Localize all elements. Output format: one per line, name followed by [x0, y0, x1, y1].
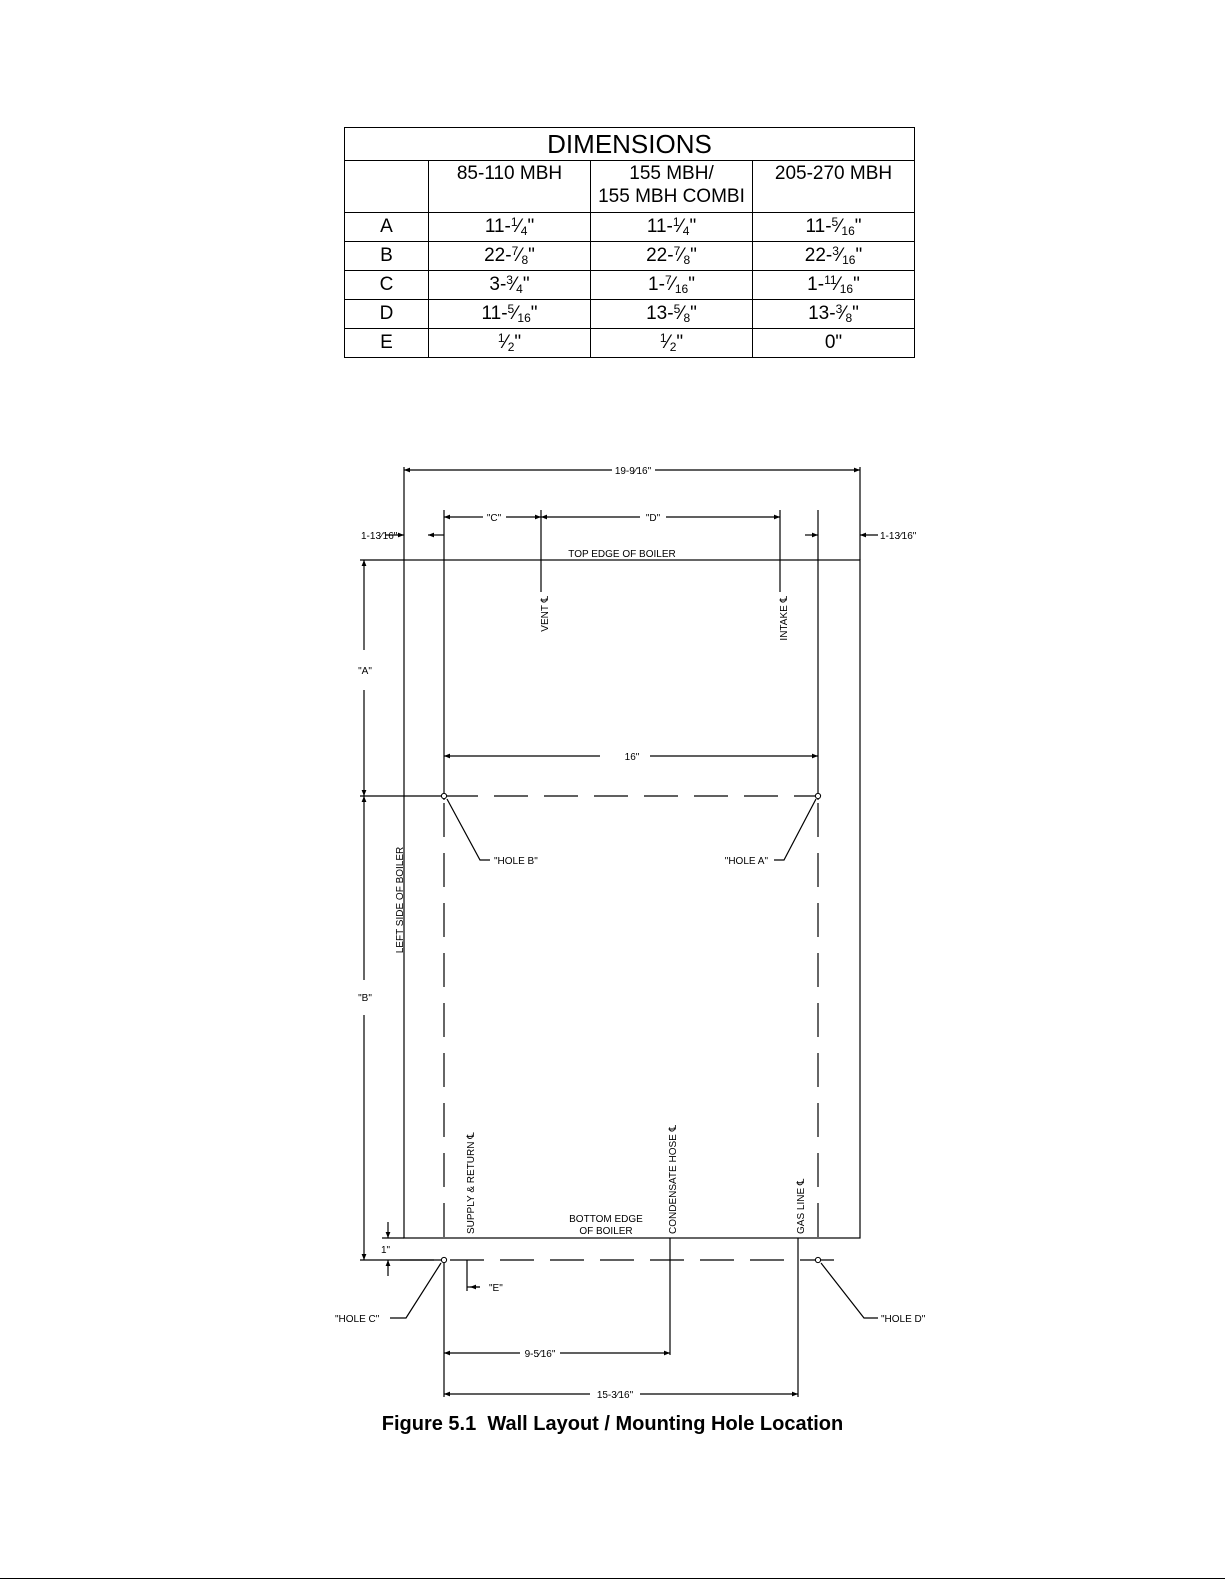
whole-part: 11-: [646, 216, 673, 237]
fraction-denominator: 4: [516, 282, 523, 296]
fraction-slash: ⁄: [666, 332, 670, 353]
dim-e-label: "E": [489, 1283, 503, 1294]
row-label: A: [345, 213, 429, 242]
fraction-denominator: 4: [682, 224, 690, 238]
vent-label: VENT ℄: [540, 596, 551, 632]
inch-mark: ": [528, 245, 535, 266]
fraction-slash: ⁄: [512, 274, 517, 295]
header-155-line1: 155 MBH/: [629, 163, 714, 184]
dim-c-label: "C": [486, 513, 502, 524]
header-205-270: 205-270 MBH: [753, 161, 915, 213]
inch-mark: ": [676, 332, 684, 353]
inch-mark: ": [855, 245, 863, 266]
whole-part: 0": [824, 332, 843, 353]
header-85-110: 85-110 MBH: [429, 161, 591, 213]
fraction-denominator: 8: [521, 253, 529, 267]
whole-part: 1-: [648, 274, 665, 295]
fraction-denominator: 2: [507, 340, 515, 354]
fraction-slash: ⁄: [518, 245, 522, 266]
fraction-slash: ⁄: [679, 216, 683, 237]
row-label: E: [345, 329, 429, 358]
fraction-numerator: 11: [824, 273, 837, 287]
fraction-denominator: 8: [683, 311, 691, 325]
fraction-numerator: 5: [507, 302, 515, 316]
bottom-edge-label-line1: BOTTOM EDGE: [569, 1214, 643, 1225]
dim-overall-width-label: 19-9⁄16": [614, 466, 652, 477]
fraction-numerator: 7: [673, 244, 681, 258]
row-label: D: [345, 300, 429, 329]
condensate-hose-label: CONDENSATE HOSE ℄: [668, 1124, 679, 1234]
fraction-slash: ⁄: [514, 303, 518, 324]
fraction-numerator: 7: [511, 244, 519, 258]
top-edge-label: TOP EDGE OF BOILER: [568, 549, 676, 560]
hole-d-marker: [815, 1257, 820, 1262]
whole-part: 22-: [484, 245, 512, 266]
fraction-slash: ⁄: [680, 303, 684, 324]
dim-right-offset-label: 1-13⁄16": [880, 531, 917, 542]
whole-part: 13-: [808, 303, 836, 324]
header-155-line2: 155 MBH COMBI: [598, 186, 745, 207]
inch-mark: ": [854, 216, 862, 237]
inch-mark: ": [853, 274, 860, 295]
fraction-numerator: 1: [497, 331, 505, 345]
fraction-slash: ⁄: [504, 332, 508, 353]
dim-b-label: "B": [358, 993, 372, 1004]
whole-part: 1-: [807, 274, 825, 295]
dim-9-label: 9-5⁄16": [524, 1349, 556, 1360]
whole-part: 13-: [646, 303, 674, 324]
fraction-slash: ⁄: [842, 303, 846, 324]
hole-b-marker: [441, 793, 446, 798]
fraction-numerator: 7: [664, 273, 672, 287]
supply-return-label: SUPPLY & RETURN ℄: [466, 1132, 477, 1234]
fraction-slash: ⁄: [838, 216, 842, 237]
fraction-slash: ⁄: [517, 216, 521, 237]
inch-mark: ": [852, 303, 859, 324]
fraction-numerator: 1: [659, 331, 667, 345]
row-label: B: [345, 242, 429, 271]
dim-a-label: "A": [358, 666, 372, 677]
fraction-numerator: 1: [672, 215, 680, 229]
intake-label: INTAKE ℄: [779, 596, 790, 641]
fraction-denominator: 16: [674, 282, 689, 296]
inch-mark: ": [514, 332, 522, 353]
figure-caption: Figure 5.1 Wall Layout / Mounting Hole Location: [381, 1413, 844, 1435]
whole-part: 11-: [484, 216, 511, 237]
whole-part: 22-: [646, 245, 674, 266]
fraction-denominator: 8: [683, 253, 691, 267]
page-bottom-rule: [0, 1578, 1225, 1579]
whole-part: 22-: [804, 245, 833, 266]
dim-left-offset-label: 1-13⁄16": [361, 531, 398, 542]
fraction-denominator: 8: [845, 311, 853, 325]
inch-mark: ": [689, 216, 697, 237]
table-title: DIMENSIONS: [345, 128, 915, 161]
fraction-denominator: 16: [842, 253, 856, 267]
inch-mark: ": [530, 303, 538, 324]
hole-b-label: "HOLE B": [494, 856, 538, 867]
dim-d-label: "D": [645, 513, 661, 524]
fraction-slash: ⁄: [671, 274, 675, 295]
bottom-edge-label-line2: OF BOILER: [579, 1226, 633, 1237]
fraction-slash: ⁄: [838, 245, 843, 266]
row-label: C: [345, 271, 429, 300]
hole-d-label: "HOLE D": [881, 1314, 926, 1325]
fraction-numerator: 3: [835, 302, 843, 316]
fraction-denominator: 16: [839, 282, 854, 296]
fraction-denominator: 16: [517, 311, 531, 325]
dim-15-label: 15-3⁄16": [596, 1390, 634, 1401]
fraction-denominator: 16: [841, 224, 855, 238]
inch-mark: ": [527, 216, 535, 237]
fraction-numerator: 5: [831, 215, 839, 229]
left-side-label: LEFT SIDE OF BOILER: [395, 846, 406, 954]
inch-mark: ": [522, 274, 530, 295]
inch-mark: ": [688, 274, 695, 295]
hole-a-marker: [815, 793, 820, 798]
fraction-slash: ⁄: [836, 274, 840, 295]
inch-mark: ": [690, 245, 697, 266]
fraction-numerator: 5: [673, 302, 681, 316]
fraction-numerator: 3: [832, 244, 839, 258]
fraction-slash: ⁄: [680, 245, 684, 266]
whole-part: 11-: [805, 216, 832, 237]
dim-16-label: 16": [624, 752, 640, 763]
dim-1-label: 1": [381, 1245, 391, 1256]
inch-mark: ": [690, 303, 697, 324]
whole-part: 3-: [489, 274, 507, 295]
fraction-denominator: 4: [520, 224, 528, 238]
whole-part: 11-: [481, 303, 508, 324]
hole-c-label: "HOLE C": [335, 1314, 380, 1325]
fraction-numerator: 1: [510, 215, 518, 229]
fraction-numerator: 3: [506, 273, 513, 287]
fraction-denominator: 2: [669, 340, 677, 354]
hole-a-label: "HOLE A": [724, 856, 768, 867]
hole-c-marker: [441, 1257, 446, 1262]
gas-line-label: GAS LINE ℄: [796, 1178, 807, 1234]
